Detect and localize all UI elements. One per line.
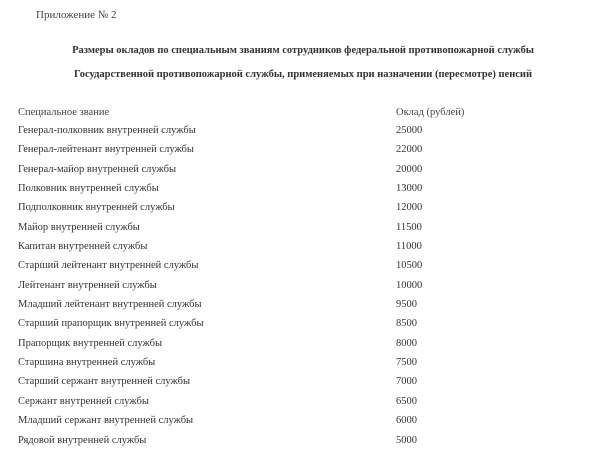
title-line-2: Государственной противопожарной службы, применяемых при назначении (пересмотре) пенсий: [73, 69, 533, 80]
table-row: [0, 141, 600, 160]
salary-cell: 9500: [396, 299, 417, 311]
rank-cell: Рядовой внутренней службы: [18, 434, 147, 446]
table-row: [0, 335, 600, 354]
table-row: [0, 257, 600, 276]
rank-cell: Полковник внутренней службы: [18, 183, 159, 195]
table-row: [0, 219, 600, 238]
rank-cell: Младший сержант внутренней службы: [18, 415, 194, 427]
table-row: [0, 238, 600, 257]
table-row: [0, 277, 600, 296]
salary-cell: 25000: [396, 125, 423, 136]
table-row: [0, 315, 600, 334]
rank-cell: Старший прапорщик внутренней службы: [18, 318, 204, 330]
rank-column-header: Специальное звание: [18, 107, 110, 118]
rank-cell: Старший сержант внутренней службы: [18, 376, 191, 388]
rank-cell: Старший лейтенант внутренней службы: [18, 260, 199, 272]
salary-cell: 6000: [396, 415, 417, 427]
rank-cell: Младший лейтенант внутренней службы: [18, 299, 202, 311]
salary-cell: 20000: [396, 163, 423, 175]
table-row: [0, 373, 600, 392]
table-row: [0, 354, 600, 373]
table-row: [0, 296, 600, 315]
table-row: [0, 432, 600, 451]
appendix-label: Приложение № 2: [36, 9, 117, 21]
salary-cell: 11500: [396, 221, 422, 233]
rank-cell: Капитан внутренней службы: [18, 241, 148, 253]
salary-cell: 6500: [396, 395, 417, 407]
salary-column-header: Оклад (рублей): [396, 107, 465, 118]
salary-cell: 7000: [396, 376, 417, 388]
table-row: [0, 199, 600, 218]
rank-cell: Генерал-майор внутренней службы: [18, 163, 177, 175]
rank-cell: Майор внутренней службы: [18, 221, 140, 233]
salary-cell: 11000: [396, 241, 422, 253]
rank-cell: Генерал-лейтенант внутренней службы: [18, 144, 194, 156]
rank-cell: Подполковник внутренней службы: [18, 202, 175, 214]
salary-cell: 7500: [396, 357, 417, 369]
salary-cell: 22000: [396, 144, 423, 156]
salary-cell: 13000: [396, 183, 423, 195]
salary-cell: 10500: [396, 260, 423, 272]
table-row: [0, 412, 600, 431]
title-line-1: Размеры окладов по специальным званиям сотрудников федеральной противопожарной службы: [72, 45, 534, 56]
salary-cell: 12000: [396, 202, 423, 214]
salary-cell: 10000: [396, 279, 423, 291]
rank-cell: Прапорщик внутренней службы: [18, 337, 163, 349]
rank-cell: Старшина внутренней службы: [18, 357, 156, 369]
rank-cell: Лейтенант внутренней службы: [18, 279, 157, 291]
table-row: [0, 161, 600, 180]
rank-cell: Сержант внутренней службы: [18, 395, 149, 407]
salary-table: [0, 122, 600, 451]
table-row: [0, 122, 600, 141]
salary-cell: 5000: [396, 434, 417, 446]
salary-cell: 8500: [396, 318, 417, 330]
rank-cell: Генерал-полковник внутренней службы: [18, 125, 196, 136]
table-row: [0, 180, 600, 199]
salary-cell: 8000: [396, 337, 417, 349]
table-row: [0, 393, 600, 412]
